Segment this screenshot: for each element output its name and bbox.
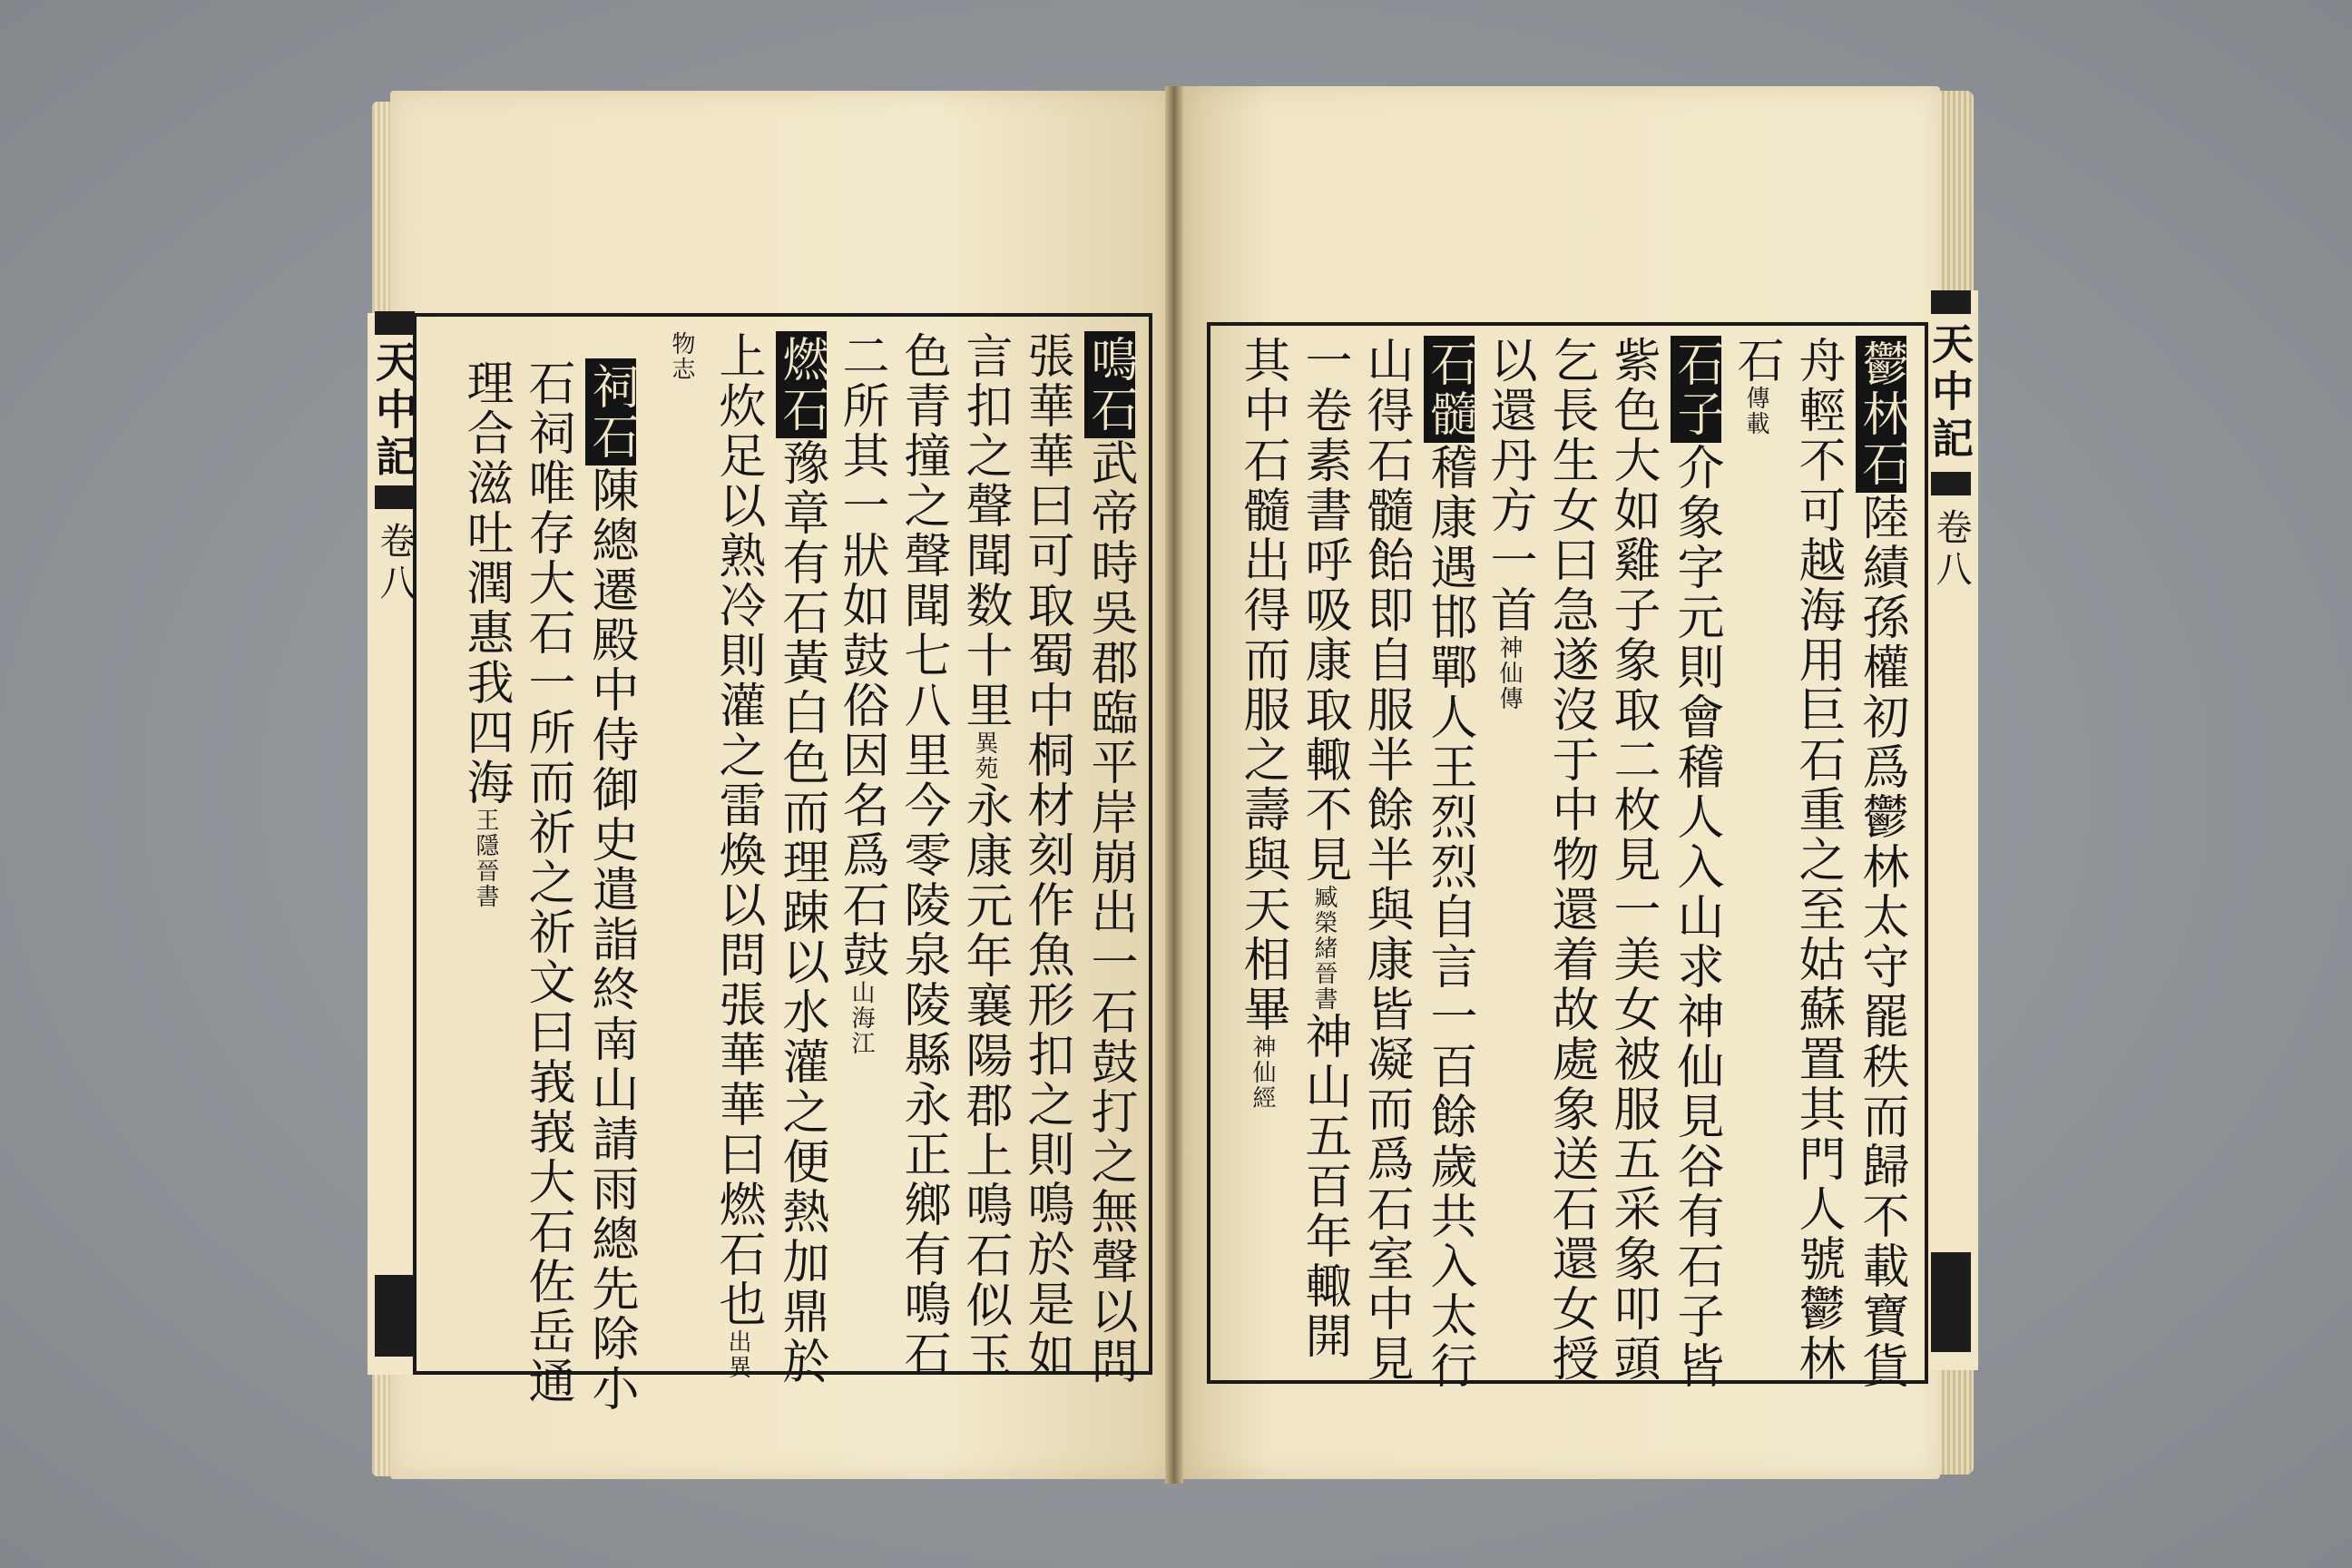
text-column: 石髓稽康遇邯鄲人王烈烈自言一百餘歲共入太行 (1424, 336, 1475, 1391)
source-note: 神仙傳 (1495, 635, 1523, 711)
text-column: 以還丹方一首神仙傳 (1482, 336, 1536, 711)
spine-volume: 卷八 (1930, 508, 1972, 592)
entry-heading: 石子 (1671, 336, 1721, 443)
text-column: 張華華曰可取蜀中桐材刻作魚形扣之則鳴於是如 (1019, 331, 1073, 1379)
text-column: 山得石髓飴即自服半餘半與康皆凝而爲石室中見 (1358, 336, 1413, 1384)
text-column: 一卷素書呼吸康取輙不見臧榮緒晉書神山五百年輙開 (1297, 336, 1351, 1361)
fish-tail-mark (375, 1275, 415, 1357)
source-note: 神仙經 (1249, 1034, 1276, 1111)
text-column: 鬱林石陸績孫權初爲鬱林太守罷秩而歸不載寶貨 (1856, 336, 1906, 1391)
entry-heading: 燃石 (776, 331, 827, 438)
text-column: 石傳載 (1729, 336, 1783, 436)
text-column: 言扣之聲聞数十里異苑永康元年襄陽郡上鳴石似玉 (957, 331, 1012, 1380)
spine-volume: 卷八 (374, 522, 416, 605)
source-note: 山海江 (848, 980, 875, 1056)
text-column: 石祠唯存大石一所而祈之祈文曰峩峩大石佐岳通 (520, 358, 574, 1406)
entry-heading: 鬱林石 (1856, 336, 1906, 493)
source-note: 王隱晉書 (472, 808, 499, 909)
spine-title: 天中記 (369, 340, 418, 482)
text-column: 理合滋吐潤惠我四海王隱晉書 (458, 358, 513, 909)
spine-title: 天中記 (1926, 322, 1975, 464)
text-column (658, 331, 705, 382)
source-note: 物志 (668, 331, 695, 382)
entry-heading: 鳴石 (1084, 331, 1135, 438)
text-column: 上炊足以熟冷則灌之雷煥以問張華華曰燃石也出異 (710, 331, 765, 1380)
entry-heading: 祠石 (585, 358, 636, 466)
text-column: 鳴石武帝時吳郡臨平岸崩出一石鼓打之無聲以問 (1084, 331, 1135, 1387)
text-column: 燃石豫章有石黃白色而理踈以水灌之便熱加鼎於 (776, 331, 827, 1387)
text-column: 乞長生女曰急遂沒于中物還着故處象送石還女授 (1544, 336, 1598, 1384)
source-note: 傳載 (1742, 386, 1769, 436)
text-column: 祠石陳總遷殿中侍御史遣詣終南山請雨總先除小 (585, 358, 636, 1414)
fish-tail-mark (375, 485, 415, 509)
source-note: 臧榮緒晉書 (1310, 885, 1338, 1012)
fish-tail-mark (375, 311, 415, 335)
source-note: 異苑 (971, 730, 998, 781)
fish-tail-mark (1931, 1252, 1971, 1352)
text-column: 色青撞之聲聞七八里今零陵泉陵縣永正鄉有鳴石 (896, 331, 950, 1379)
right-block-spine (1924, 290, 1978, 1370)
text-column: 二所其一狀如鼓俗因名爲石鼓山海江 (834, 331, 888, 1056)
fish-tail-mark (1931, 472, 1971, 495)
fish-tail-mark (1931, 290, 1971, 314)
text-column: 石子介象字元則會稽人入山求神仙見谷有石子皆 (1671, 336, 1721, 1391)
text-column: 其中石髓出得而服之壽與天相畢神仙經 (1235, 336, 1289, 1111)
text-column: 紫色大如雞子象取二枚見一美女被服五采象叩頭 (1605, 336, 1660, 1384)
source-note: 出異 (724, 1329, 751, 1380)
book-gutter (1165, 86, 1183, 1484)
entry-heading: 石髓 (1424, 336, 1475, 443)
text-column: 舟輕不可越海用巨石重之至姑蘇置其門人號鬱林 (1790, 336, 1845, 1384)
